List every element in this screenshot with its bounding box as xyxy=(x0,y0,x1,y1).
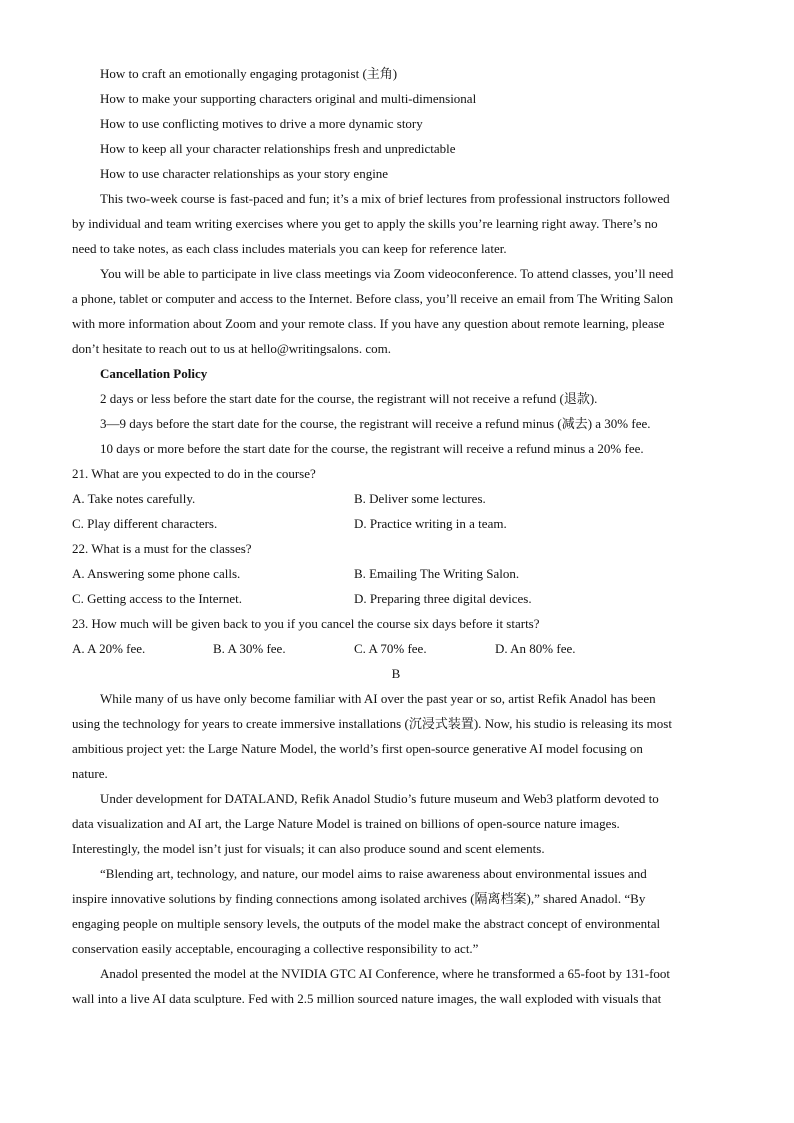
passage-b-line: Under development for DATALAND, Refik Anadol Studio’s future museum and Web3 platform devoted to xyxy=(100,791,659,806)
policy-heading: Cancellation Policy xyxy=(100,366,208,381)
passage-b-line: nature. xyxy=(72,766,108,781)
question-21-stem: 21. What are you expected to do in the course? xyxy=(72,466,316,481)
passage-b-line: inspire innovative solutions by finding connections among isolated archives (隔离档案),” shared Anadol. “By xyxy=(72,891,646,906)
question-21-options-row-1 xyxy=(72,486,720,511)
option-c: C. Getting access to the Internet. xyxy=(72,591,243,606)
passage-b-line: While many of us have only become familiar with AI over the past year or so, artist Refik Anadol has been xyxy=(100,691,656,706)
option-b: B. Emailing The Writing Salon. xyxy=(354,566,520,581)
policy-line: 10 days or more before the start date for the course, the registrant will receive a refund minus a 20% fee. xyxy=(100,441,644,456)
question-22-options-row-1 xyxy=(72,561,720,586)
topic-item: How to craft an emotionally engaging protagonist (主角) xyxy=(100,66,398,81)
document-page xyxy=(72,61,720,1011)
passage-b-line: “Blending art, technology, and nature, our model aims to raise awareness about environmental issues and xyxy=(100,866,647,881)
course-paragraph-line: This two-week course is fast-paced and fun; it’s a mix of brief lectures from professional instructors followed xyxy=(100,191,670,206)
course-paragraph-line: need to take notes, as each class includes materials you can keep for reference later. xyxy=(72,241,507,256)
course-paragraph-line: by individual and team writing exercises where you get to apply the skills you’re learning right away. There’s no xyxy=(72,216,658,231)
option-c: C. A 70% fee. xyxy=(354,641,427,656)
topic-item: How to use character relationships as your story engine xyxy=(100,166,389,181)
option-b: B. Deliver some lectures. xyxy=(354,491,486,506)
question-21-options-row-2 xyxy=(72,511,720,536)
question-22-stem: 22. What is a must for the classes? xyxy=(72,541,252,556)
topic-item: How to make your supporting characters original and multi-dimensional xyxy=(100,91,477,106)
option-a: A. Take notes carefully. xyxy=(72,491,196,506)
passage-b-line: engaging people on multiple sensory levels, the outputs of the model make the abstract concept of environmental xyxy=(72,916,661,931)
question-23-stem: 23. How much will be given back to you if you cancel the course six days before it starts? xyxy=(72,616,540,631)
option-d: D. Practice writing in a team. xyxy=(354,516,507,531)
topic-item: How to keep all your character relationships fresh and unpredictable xyxy=(100,141,456,156)
passage-b-line: Interestingly, the model isn’t just for visuals; it can also produce sound and scent elements. xyxy=(72,841,545,856)
option-a: A. Answering some phone calls. xyxy=(72,566,241,581)
policy-line: 3—9 days before the start date for the course, the registrant will receive a refund minus (减去) a 30% fee. xyxy=(100,416,651,431)
option-a: A. A 20% fee. xyxy=(72,641,146,656)
section-b-label: B xyxy=(391,666,401,681)
zoom-paragraph-line: a phone, tablet or computer and access to the Internet. Before class, you’ll receive an email from The Writing Salon xyxy=(72,291,674,306)
passage-b-line: Anadol presented the model at the NVIDIA GTC AI Conference, where he transformed a 65-foot by 131-foot xyxy=(100,966,671,981)
option-b: B. A 30% fee. xyxy=(213,641,286,656)
zoom-paragraph-line: don’t hesitate to reach out to us at hello@writingsalons. com. xyxy=(72,341,391,356)
passage-b-line: wall into a live AI data sculpture. Fed with 2.5 million sourced nature images, the wall exploded with visuals that xyxy=(72,991,662,1006)
question-23-options-row xyxy=(72,636,720,661)
passage-b-line: conservation easily acceptable, encouraging a collective responsibility to act.” xyxy=(72,941,479,956)
question-22-options-row-2 xyxy=(72,586,720,611)
policy-line: 2 days or less before the start date for the course, the registrant will not receive a refund (退款). xyxy=(100,391,598,406)
zoom-paragraph-line: You will be able to participate in live class meetings via Zoom videoconference. To attend classes, you’ll need xyxy=(100,266,674,281)
topic-item: How to use conflicting motives to drive a more dynamic story xyxy=(100,116,423,131)
passage-b-line: ambitious project yet: the Large Nature Model, the world’s first open-source generative AI model focusing on xyxy=(72,741,643,756)
option-d: D. An 80% fee. xyxy=(495,641,576,656)
passage-b-line: using the technology for years to create immersive installations (沉浸式装置). Now, his studio is releasing its most xyxy=(72,716,672,731)
passage-b-line: data visualization and AI art, the Large Nature Model is trained on billions of open-source nature images. xyxy=(72,816,620,831)
zoom-paragraph-line: with more information about Zoom and your remote class. If you have any question about remote learning, please xyxy=(72,316,665,331)
option-c: C. Play different characters. xyxy=(72,516,218,531)
option-d: D. Preparing three digital devices. xyxy=(354,591,532,606)
